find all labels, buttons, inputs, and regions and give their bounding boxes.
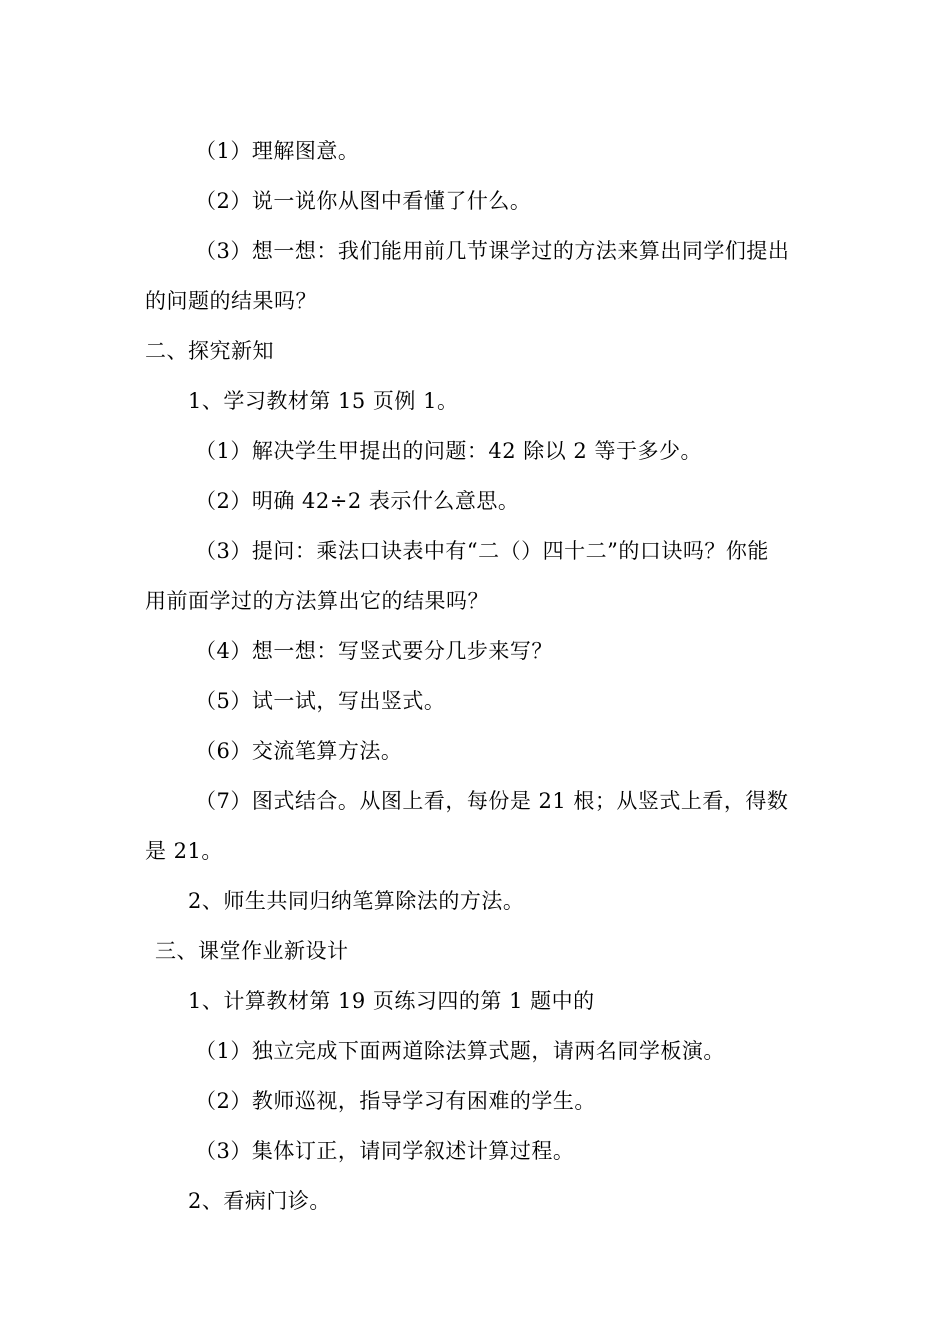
section-heading: 三、课堂作业新设计 — [155, 939, 349, 963]
text-line: （1）解决学生甲提出的问题：42 除以 2 等于多少。 — [195, 439, 702, 463]
text-line: （2）说一说你从图中看懂了什么。 — [195, 189, 532, 213]
text-line: （5）试一试，写出竖式。 — [195, 689, 446, 713]
text-line: 是 21。 — [145, 839, 223, 863]
text-line: （1）独立完成下面两道除法算式题，请两名同学板演。 — [195, 1039, 725, 1063]
text-line: 2、看病门诊。 — [188, 1189, 331, 1213]
text-line: 的问题的结果吗？ — [145, 289, 317, 313]
text-line: 1、学习教材第 15 页例 1。 — [188, 389, 459, 413]
text-line: 1、计算教材第 19 页练习四的第 1 题中的 — [188, 989, 595, 1013]
text-line: （3）集体订正，请同学叙述计算过程。 — [195, 1139, 575, 1163]
text-line: 2、师生共同归纳笔算除法的方法。 — [188, 889, 525, 913]
text-line: （6）交流笔算方法。 — [195, 739, 403, 763]
text-line: （3）想一想：我们能用前几节课学过的方法来算出同学们提出 — [195, 239, 790, 263]
text-line: （7）图式结合。从图上看，每份是 21 根；从竖式上看，得数 — [195, 789, 789, 813]
text-line: （2）教师巡视，指导学习有困难的学生。 — [195, 1089, 596, 1113]
text-line: （3）提问：乘法口诀表中有“二（）四十二”的口诀吗？你能 — [195, 539, 769, 563]
text-line: （1）理解图意。 — [195, 139, 360, 163]
section-heading: 二、探究新知 — [145, 339, 274, 363]
text-line: （2）明确 42÷2 表示什么意思。 — [195, 489, 520, 513]
text-line: 用前面学过的方法算出它的结果吗？ — [145, 589, 489, 613]
text-line: （4）想一想：写竖式要分几步来写？ — [195, 639, 553, 663]
